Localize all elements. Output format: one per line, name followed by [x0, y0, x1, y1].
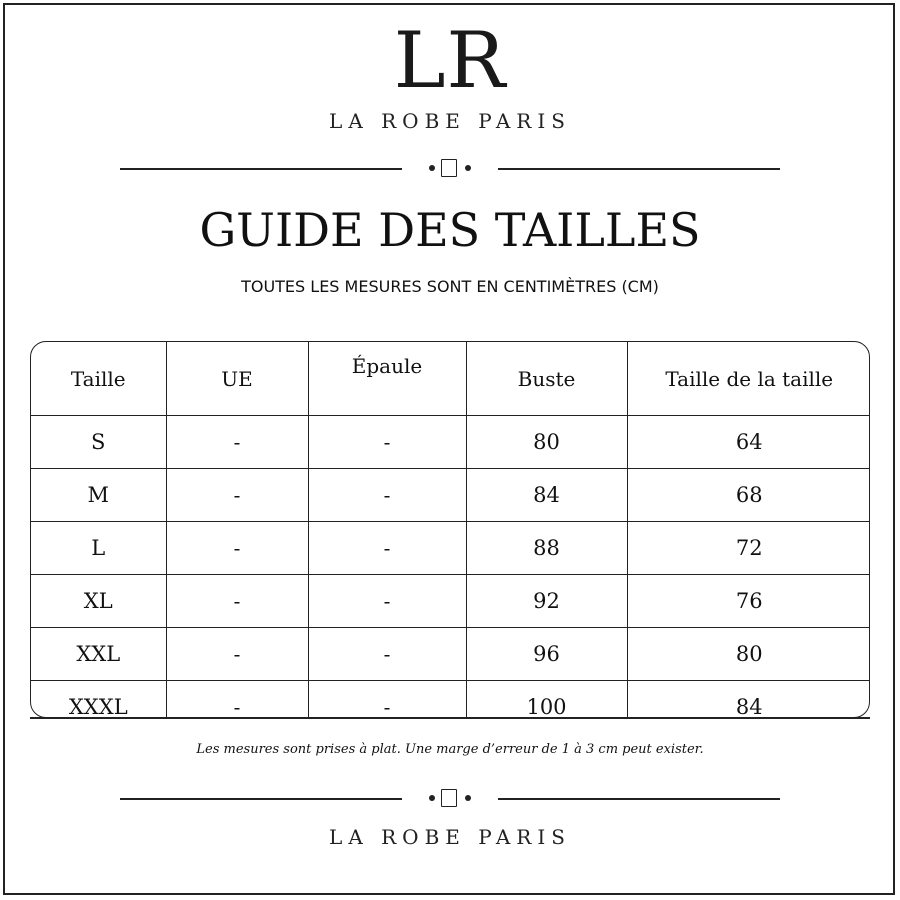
- brand-logo: LR: [393, 16, 507, 106]
- divider-line-right: [498, 168, 780, 170]
- divider-line-left: [120, 798, 402, 800]
- measurement-note: Les mesures sont prises à plat. Une marge d’erreur de 1 à 3 cm peut exister.: [196, 742, 704, 757]
- table-row: [31, 681, 870, 719]
- table-cell: -: [166, 416, 308, 469]
- divider-top: [120, 159, 780, 179]
- table-cell: -: [308, 522, 466, 575]
- brand-name-bottom: LA ROBE PARIS: [329, 825, 571, 849]
- table-cell: 88: [466, 522, 627, 575]
- table-cell: 92: [466, 575, 627, 628]
- table-cell: M: [31, 469, 166, 522]
- table-cell: -: [308, 628, 466, 681]
- column-header: Taille: [31, 342, 166, 416]
- table-cell: 76: [627, 575, 870, 628]
- table-row: [31, 469, 870, 522]
- table-cell: XXXL: [31, 681, 166, 719]
- divider-dot-right: [465, 795, 471, 801]
- divider-dot-left: [429, 165, 435, 171]
- brand-name-top: LA ROBE PARIS: [329, 109, 571, 133]
- table-header-row: [31, 342, 870, 416]
- column-header: Buste: [466, 342, 627, 416]
- divider-line-left: [120, 168, 402, 170]
- table-cell: -: [166, 575, 308, 628]
- divider-dot-left: [429, 795, 435, 801]
- table-cell: XL: [31, 575, 166, 628]
- table-cell: 64: [627, 416, 870, 469]
- table-cell: 80: [466, 416, 627, 469]
- table-cell: 96: [466, 628, 627, 681]
- table-cell: -: [166, 469, 308, 522]
- table-cell: -: [308, 681, 466, 719]
- table-cell: -: [308, 575, 466, 628]
- square-ornament-icon: [441, 789, 457, 807]
- divider-dot-right: [465, 165, 471, 171]
- column-header: Épaule: [308, 342, 466, 416]
- size-table: [30, 341, 870, 718]
- table-row: [31, 575, 870, 628]
- divider-line-right: [498, 798, 780, 800]
- table-cell: S: [31, 416, 166, 469]
- table-cell: -: [166, 522, 308, 575]
- table-cell: 68: [627, 469, 870, 522]
- table-cell: 72: [627, 522, 870, 575]
- table-cell: XXL: [31, 628, 166, 681]
- table-cell: 84: [466, 469, 627, 522]
- table-cell: -: [308, 416, 466, 469]
- column-header: Taille de la taille: [627, 342, 870, 416]
- table-row: [31, 628, 870, 681]
- table-cell: -: [308, 469, 466, 522]
- column-header: UE: [166, 342, 308, 416]
- table-cell: 80: [627, 628, 870, 681]
- table-cell: -: [166, 628, 308, 681]
- square-ornament-icon: [441, 159, 457, 177]
- table-cell: L: [31, 522, 166, 575]
- table-row: [31, 522, 870, 575]
- table-underline: [30, 717, 870, 719]
- table-cell: -: [166, 681, 308, 719]
- page-title: GUIDE DES TAILLES: [199, 203, 701, 257]
- table-cell: 84: [735, 695, 763, 718]
- divider-bottom: [120, 789, 780, 809]
- page-subtitle: TOUTES LES MESURES SONT EN CENTIMÈTRES (CM): [241, 277, 659, 296]
- table-row: [31, 416, 870, 469]
- table-cell: 100: [466, 681, 627, 719]
